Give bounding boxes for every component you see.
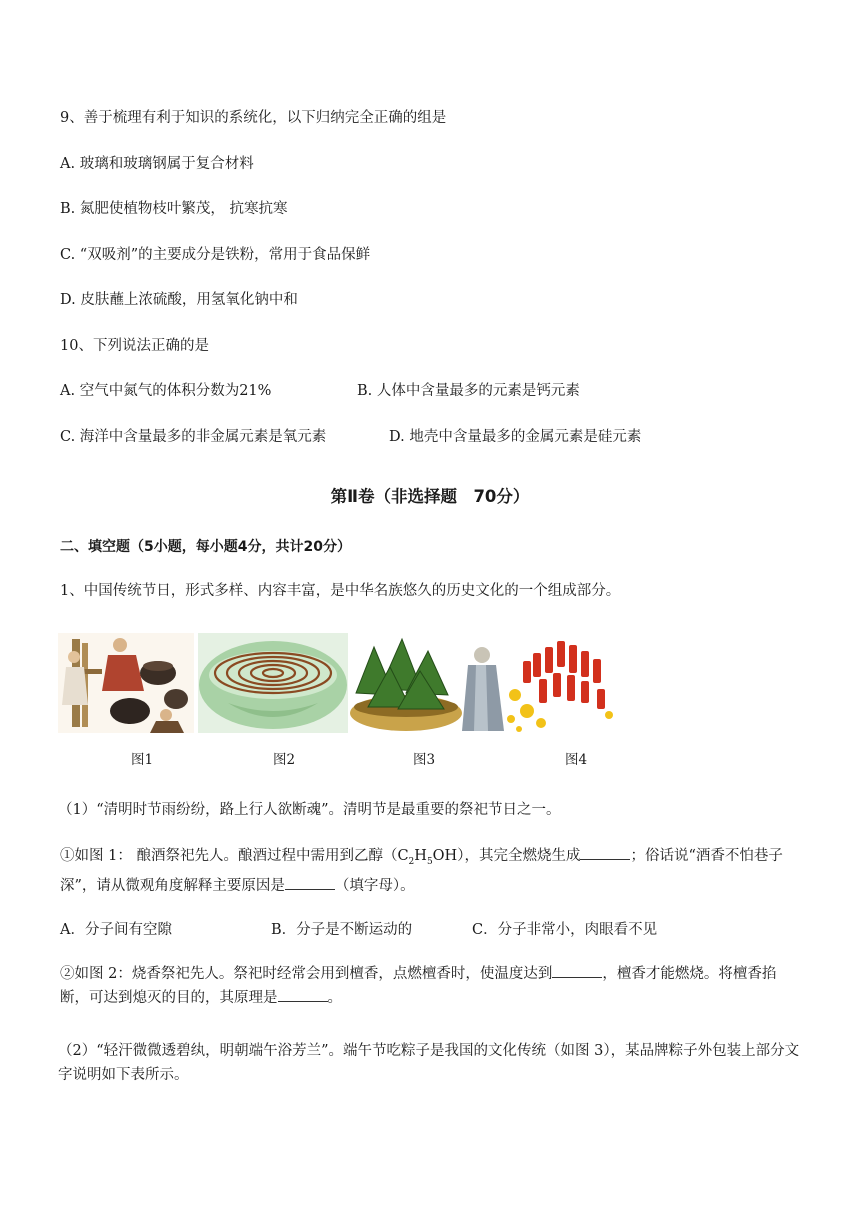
figure-3-image: [350, 633, 506, 733]
part2-title: 第Ⅱ卷（非选择题 70分）: [330, 487, 530, 506]
section-title: 二、填空题（5小题，每小题4分，共计20分）: [60, 539, 351, 555]
sub-question-2: （2）“轻汗微微透碧纨，明朝端午浴芳兰”。端午节吃粽子是我国的文化传统（如图 3），某品牌粽子外包装上部分文字说明如下表所示。: [58, 1043, 800, 1083]
choice-c: C．分子非常小，肉眼看不见: [472, 922, 658, 938]
q9-option-a: A. 玻璃和玻璃钢属于复合材料: [60, 156, 254, 172]
q10-option-d: D. 地壳中含量最多的金属元素是硅元素: [389, 429, 642, 445]
figure-2-label: 图2: [273, 752, 296, 768]
q1-stem: 1、中国传统节日，形式多样、内容丰富，是中华名族悠久的历史文化的一个组成部分。: [60, 583, 621, 599]
q9-option-b: B. 氮肥使植物枝叶繁茂， 抗寒抗寒: [60, 201, 288, 217]
answer-blank[interactable]: [552, 963, 602, 978]
figure-2-image: [198, 633, 348, 733]
q9-option-c: C. “双吸剂”的主要成分是铁粉，常用于食品保鲜: [60, 247, 371, 263]
item-2-text: ②如图 2：烧香祭祀先人。祭祀时经常会用到檀香，点燃檀香时，使温度达到 ，檀香才能燃烧。将檀香掐断，可达到熄灭的目的，其原理是 。: [60, 962, 805, 1010]
figure-1-image: [58, 633, 194, 733]
figure-1-label: 图1: [131, 752, 154, 768]
choice-a: A．分子间有空隙: [60, 922, 172, 938]
answer-blank[interactable]: [278, 987, 328, 1002]
figure-4-image: [505, 633, 625, 733]
q10-option-b: B. 人体中含量最多的元素是钙元素: [357, 383, 580, 399]
sub-question-1: （1）“清明时节雨纷纷，路上行人欲断魂”。清明节是最重要的祭祀节日之一。: [58, 802, 561, 818]
q10-option-a: A. 空气中氮气的体积分数为21%: [60, 383, 272, 399]
item-1-text: ①如图 1： 酿酒祭祀先人。酿酒过程中需用到乙醇$(C_2H_5OH)$，其完全燃烧生成 ；俗话说“酒香不怕巷子深”，请从微观角度解释主要原因是 （填字母）。: [60, 844, 805, 898]
figure-4-label: 图4: [565, 752, 588, 768]
q9-stem: 9、善于梳理有利于知识的系统化，以下归纳完全正确的组是: [60, 110, 447, 126]
q10-option-c: C. 海洋中含量最多的非金属元素是氧元素: [60, 429, 327, 445]
answer-blank[interactable]: [285, 875, 335, 890]
q9-option-d: D. 皮肤蘸上浓硫酸，用氢氧化钠中和: [60, 292, 298, 308]
answer-blank[interactable]: [580, 845, 630, 860]
choice-b: B．分子是不断运动的: [271, 922, 413, 938]
figure-3-label: 图3: [413, 752, 436, 768]
q10-stem: 10、下列说法正确的是: [60, 338, 209, 354]
